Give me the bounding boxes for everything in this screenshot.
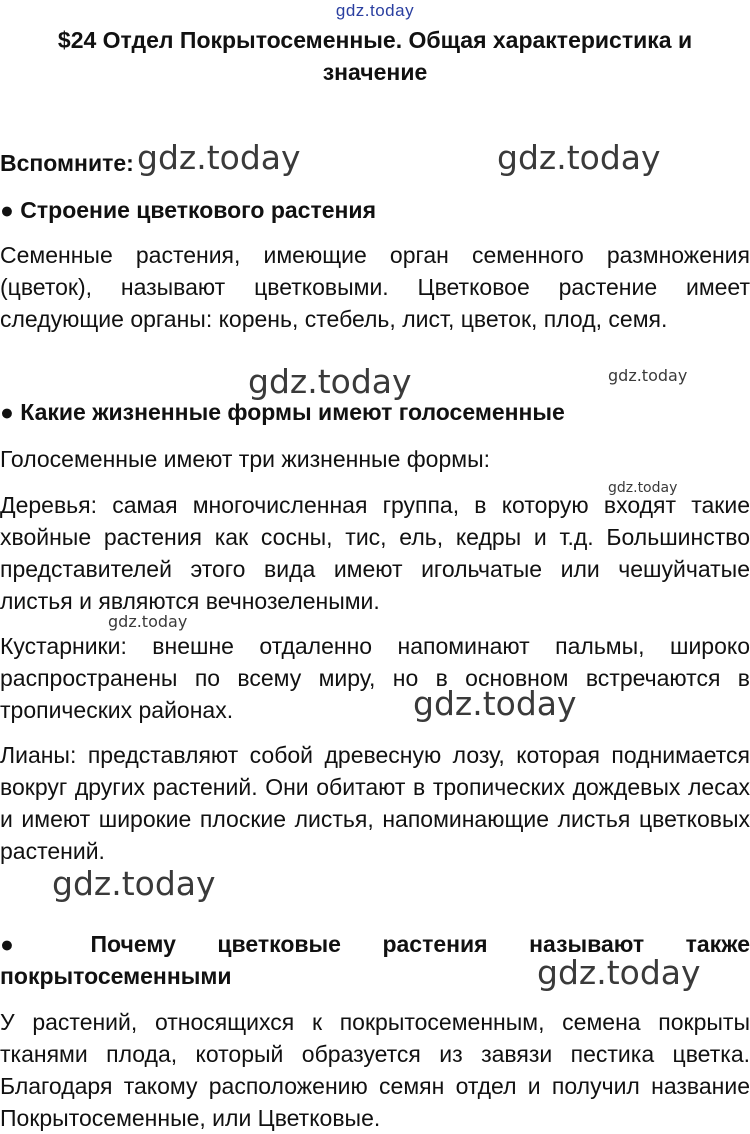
watermark-logo: gdz.today	[608, 366, 688, 385]
watermark-logo: gdz.today	[497, 138, 661, 177]
paragraph-three-forms: Голосеменные имеют три жизненные формы:	[0, 446, 490, 472]
paragraph-shrubs: Кустарники: внешне отдаленно напоминают пальмы, широко распространены по всему миру, но в основном встречаются в тропических районах.	[0, 633, 750, 723]
remember-label: Вспомните:	[0, 150, 134, 176]
section-heading-gymnosperm-forms: ● Какие жизненные формы имеют голосеменные	[0, 399, 565, 425]
watermark-logo: gdz.today	[108, 612, 188, 631]
watermark-logo: gdz.today	[413, 684, 577, 723]
top-watermark: gdz.today	[335, 1, 415, 20]
paragraph-angiosperms: У растений, относящихся к покрытосеменным, семена покрыты тканями плода, который образуется из завязи пестика цветка. Благодаря такому расположению семян отдел и получил название Покрытосеменные, или Цветковые.	[0, 1009, 750, 1131]
paragraph-trees: Деревья: самая многочисленная группа, в которую входят такие хвойные растения как сосны, тис, ель, кедры и т.д. Большинство представителей этого вида имеют игольчатые или чешуйчатые листья и являются вечнозелеными.	[0, 492, 750, 614]
watermark-logo: gdz.today	[137, 138, 301, 177]
watermark-logo: gdz.today	[248, 362, 412, 401]
watermark-logo: gdz.today	[537, 953, 701, 992]
paragraph-flowering-plants: Семенные растения, имеющие орган семенного размножения (цветок), называют цветковыми. Цветковое растение имеет следующие органы: корень, стебель, лист, цветок, плод, семя.	[0, 242, 750, 332]
section-heading-flower-structure: ● Строение цветкового растения	[0, 197, 376, 223]
watermark-logo: gdz.today	[608, 480, 678, 496]
paragraph-lianas: Лианы: представляют собой древесную лозу, которая поднимается вокруг других растений. Они обитают в тропических дождевых лесах и имеют широкие плоские листья, напоминающие листья цветковых растений.	[0, 742, 750, 864]
page-title: $24 Отдел Покрытосеменные. Общая характеристика и значение	[57, 27, 693, 85]
section-heading-why-angiosperms: ● Почему цветковые растения называют также покрытосеменными	[0, 931, 750, 989]
watermark-logo: gdz.today	[52, 864, 216, 903]
